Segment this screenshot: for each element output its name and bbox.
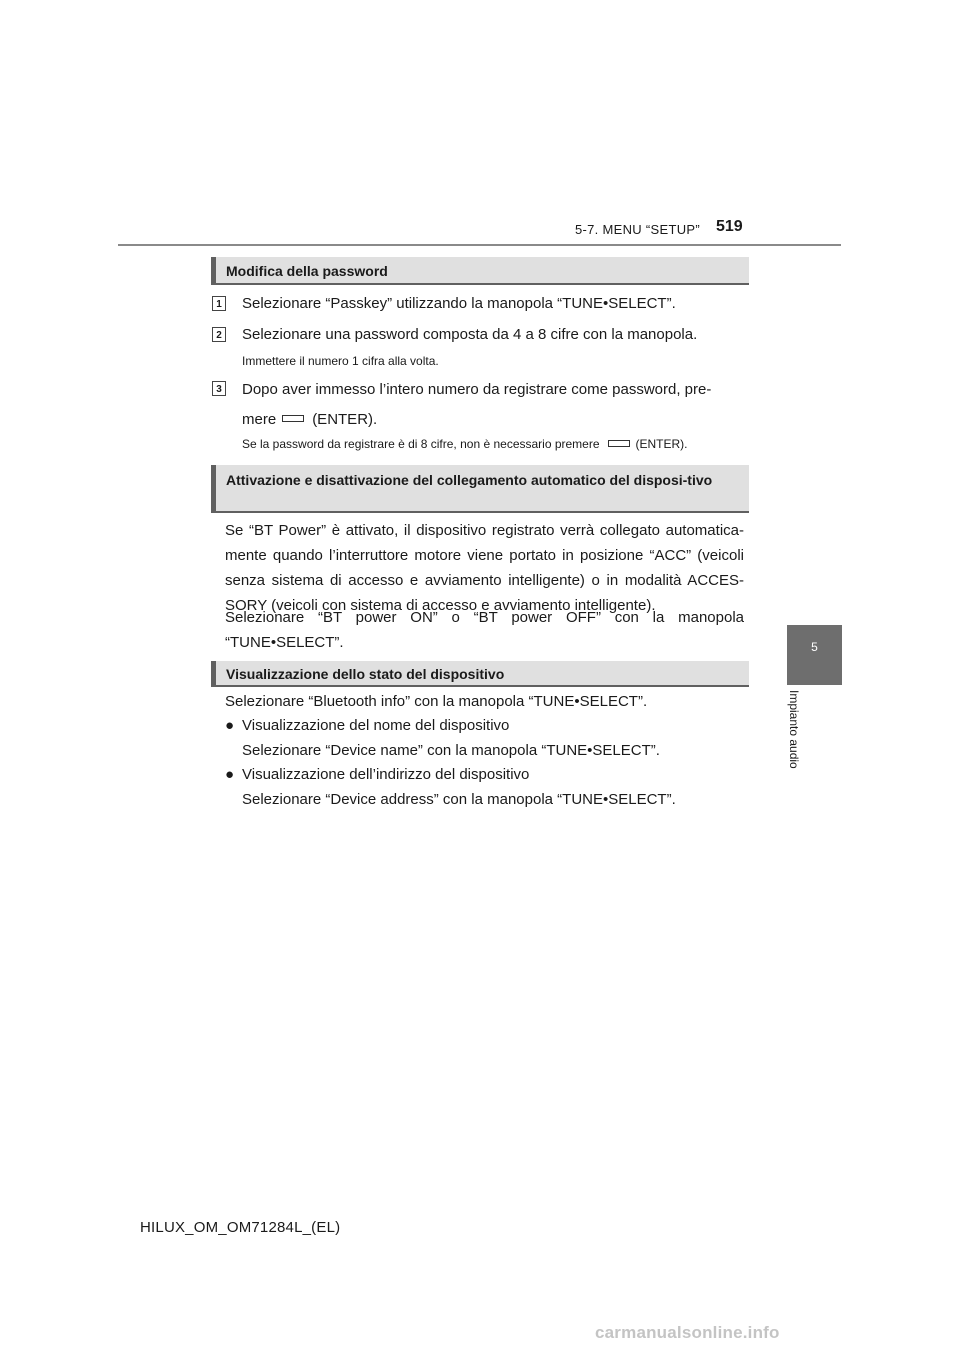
step-2-text: Selezionare una password composta da 4 a 8 cifre con la manopola.: [242, 326, 698, 343]
section-heading-password: Modifica della password: [211, 257, 749, 285]
step-number-3: 3: [212, 381, 226, 396]
auto-connect-instruction: Selezionare “BT power ON” o “BT power OFF” con la manopola “TUNE•SELECT”.: [225, 609, 744, 651]
chapter-label: [785, 690, 805, 805]
bullet-icon: ●: [225, 766, 235, 783]
enter-button-icon-small: [608, 440, 630, 447]
step-3-text-mere: mere: [242, 411, 277, 428]
step-3-note-enter: (ENTER).: [635, 437, 688, 451]
section-title: 5-7. MENU “SETUP”: [574, 222, 700, 237]
auto-connect-paragraph: Se “BT Power” è attivato, il dispositivo registrato verrà collegato automatica-mente quando l’interruttore motore viene portato in posizione “ACC” (veicoli senza sistema di accesso e avviamento intelligente) o in modalità ACCES-SORY (veicoli con sistema di accesso e avviamento intelligente).: [225, 522, 744, 614]
header-divider: [118, 244, 841, 246]
step-number-2: 2: [212, 327, 226, 342]
watermark: carmanualsonline.info: [595, 1323, 780, 1342]
step-2-note: Immettere il numero 1 cifra alla volta.: [242, 354, 439, 368]
device-name-title: Visualizzazione del nome del dispositivo: [242, 717, 510, 734]
page-number: 519: [716, 218, 743, 235]
device-address-instruction: Selezionare “Device address” con la manopola “TUNE•SELECT”.: [242, 791, 676, 808]
section-heading-device-status: Visualizzazione dello stato del dispositivo: [211, 661, 749, 687]
step-number-1: 1: [212, 296, 226, 311]
enter-button-icon: [282, 415, 304, 422]
step-3-note-text: Se la password da registrare è di 8 cifre, non è necessario premere: [242, 437, 600, 451]
chapter-number: 5: [811, 640, 818, 654]
step-1-text: Selezionare “Passkey” utilizzando la manopola “TUNE•SELECT”.: [242, 295, 676, 312]
chapter-tab: [787, 625, 842, 685]
section-heading-auto-connect: Attivazione e disattivazione del collegamento automatico del disposi-tivo: [211, 465, 749, 513]
bullet-icon: ●: [225, 717, 235, 734]
chapter-title: Impianto audio: [787, 690, 801, 769]
step-3-text-continued: [242, 407, 745, 432]
device-address-title: Visualizzazione dell’indirizzo del dispositivo: [242, 766, 530, 783]
step-3-note: [242, 435, 752, 453]
document-code: HILUX_OM_OM71284L_(EL): [140, 1219, 341, 1236]
device-name-instruction: Selezionare “Device name” con la manopola “TUNE•SELECT”.: [242, 742, 660, 759]
device-status-intro: Selezionare “Bluetooth info” con la manopola “TUNE•SELECT”.: [225, 693, 648, 710]
step-3-text: Dopo aver immesso l’intero numero da registrare come password, pre-: [242, 381, 712, 398]
step-3-enter-label: (ENTER).: [312, 411, 378, 428]
